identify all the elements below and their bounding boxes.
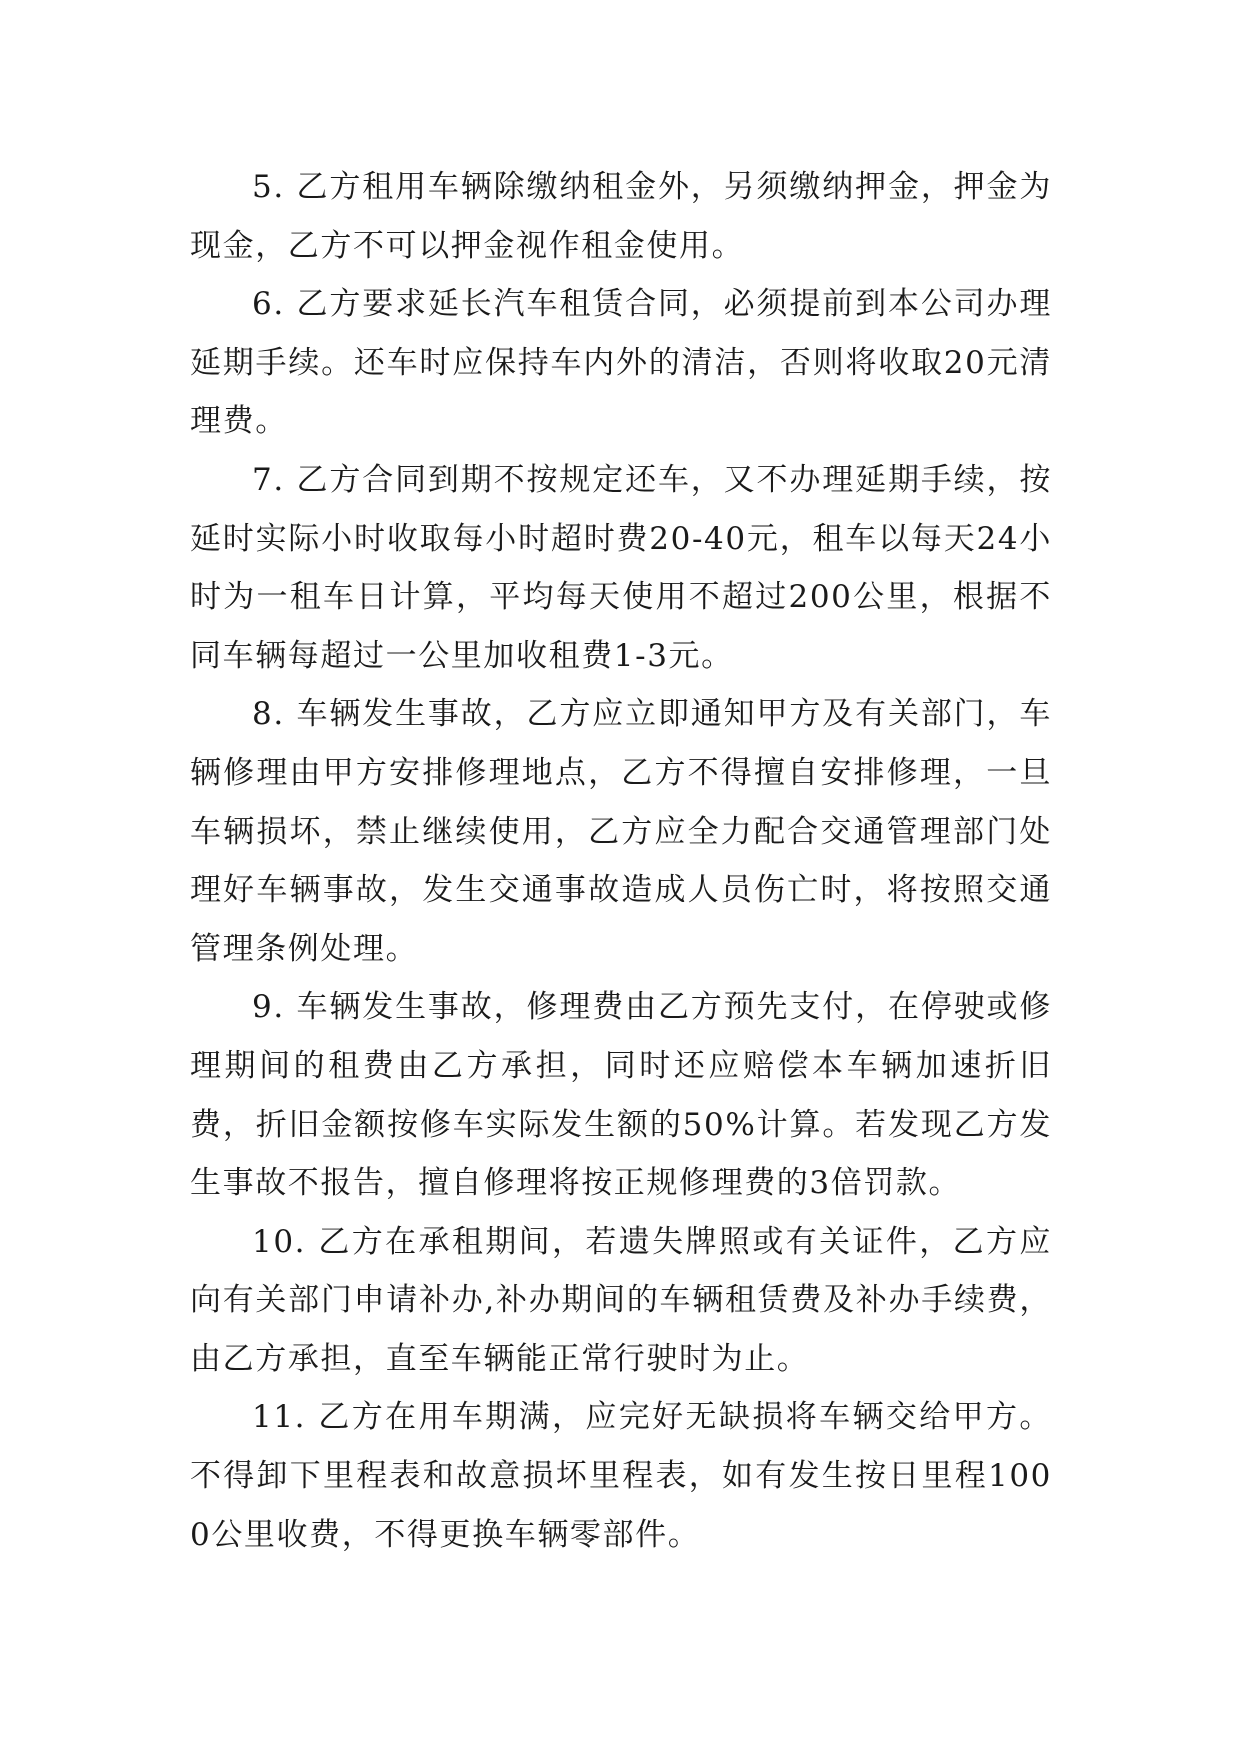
contract-clauses <box>190 158 1052 1564</box>
clause-9: 9. 车辆发生事故，修理费由乙方预先支付，在停驶或修理期间的租费由乙方承担，同时还应赔偿本车辆加速折旧费，折旧金额按修车实际发生额的50%计算。若发现乙方发生事故不报告，擅自修理将按正规修理费的3倍罚款。 <box>190 989 1052 1202</box>
clause-8: 8. 车辆发生事故，乙方应立即通知甲方及有关部门，车辆修理由甲方安排修理地点，乙方不得擅自安排修理，一旦车辆损坏，禁止继续使用，乙方应全力配合交通管理部门处理好车辆事故，发生交通事故造成人员伤亡时，将按照交通管理条例处理。 <box>190 696 1052 967</box>
clause-10: 10. 乙方在承租期间，若遗失牌照或有关证件，乙方应向有关部门申请补办,补办期间的车辆租赁费及补办手续费，由乙方承担，直至车辆能正常行驶时为止。 <box>190 1223 1052 1377</box>
clause-5: 5. 乙方租用车辆除缴纳租金外，另须缴纳押金，押金为现金，乙方不可以押金视作租金使用。 <box>190 169 1052 264</box>
clause-6: 6. 乙方要求延长汽车租赁合同，必须提前到本公司办理延期手续。还车时应保持车内外的清洁，否则将收取20元清理费。 <box>190 286 1052 440</box>
clause-7: 7. 乙方合同到期不按规定还车，又不办理延期手续，按延时实际小时收取每小时超时费20-40元，租车以每天24小时为一租车日计算，平均每天使用不超过200公里，根据不同车辆每超过一公里加收租费1-3元。 <box>190 461 1052 674</box>
clause-11: 11. 乙方在用车期满，应完好无缺损将车辆交给甲方。不得卸下里程表和故意损坏里程表，如有发生按日里程1000公里收费，不得更换车辆零部件。 <box>190 1399 1052 1553</box>
